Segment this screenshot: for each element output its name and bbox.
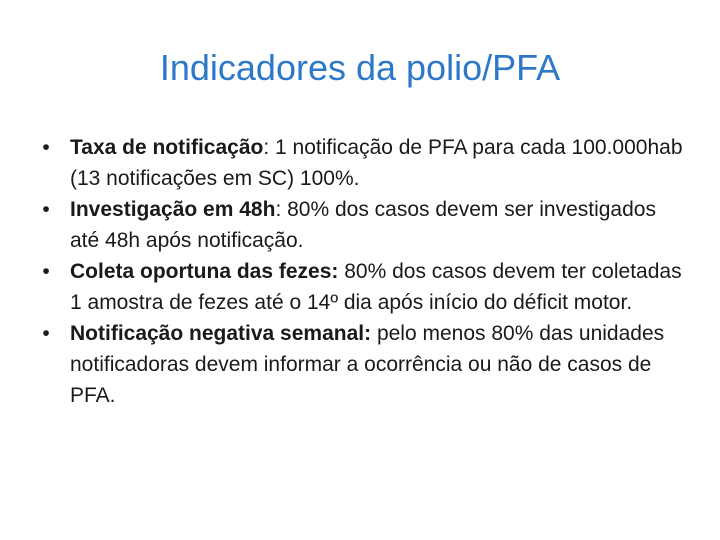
bullet-term: Coleta oportuna das fezes: bbox=[70, 260, 339, 283]
bullet-text: : 80% dos casos devem ser investigados até 48h após notificação. bbox=[70, 198, 656, 252]
slide-title: Indicadores da polio/PFA bbox=[159, 47, 561, 88]
bullet-item-notificacao-negativa bbox=[36, 318, 686, 411]
bullet-item-coleta-fezes bbox=[36, 256, 686, 318]
bullet-text: : 1 notificação de PFA para cada 100.000hab (13 notificações em SC) 100%. bbox=[70, 136, 683, 190]
bullet-icon: • bbox=[42, 136, 50, 159]
bullet-item-investigacao-48h bbox=[36, 194, 686, 256]
bullet-item-taxa-notificacao bbox=[36, 132, 686, 194]
bullet-icon: • bbox=[42, 322, 50, 345]
bullet-text: 80% dos casos devem ter coletadas 1 amostra de fezes até o 14º dia após início do déficit motor. bbox=[70, 260, 682, 314]
bullet-term: Notificação negativa semanal: bbox=[70, 322, 372, 345]
bullet-icon: • bbox=[42, 198, 50, 221]
bullet-term: Taxa de notificação bbox=[70, 136, 264, 159]
bullet-term: Investigação em 48h bbox=[70, 198, 276, 221]
bullet-text: pelo menos 80% das unidades notificadoras devem informar a ocorrência ou não de casos de PFA. bbox=[70, 322, 665, 407]
bullet-icon: • bbox=[42, 260, 50, 283]
bullet-list bbox=[36, 132, 686, 411]
